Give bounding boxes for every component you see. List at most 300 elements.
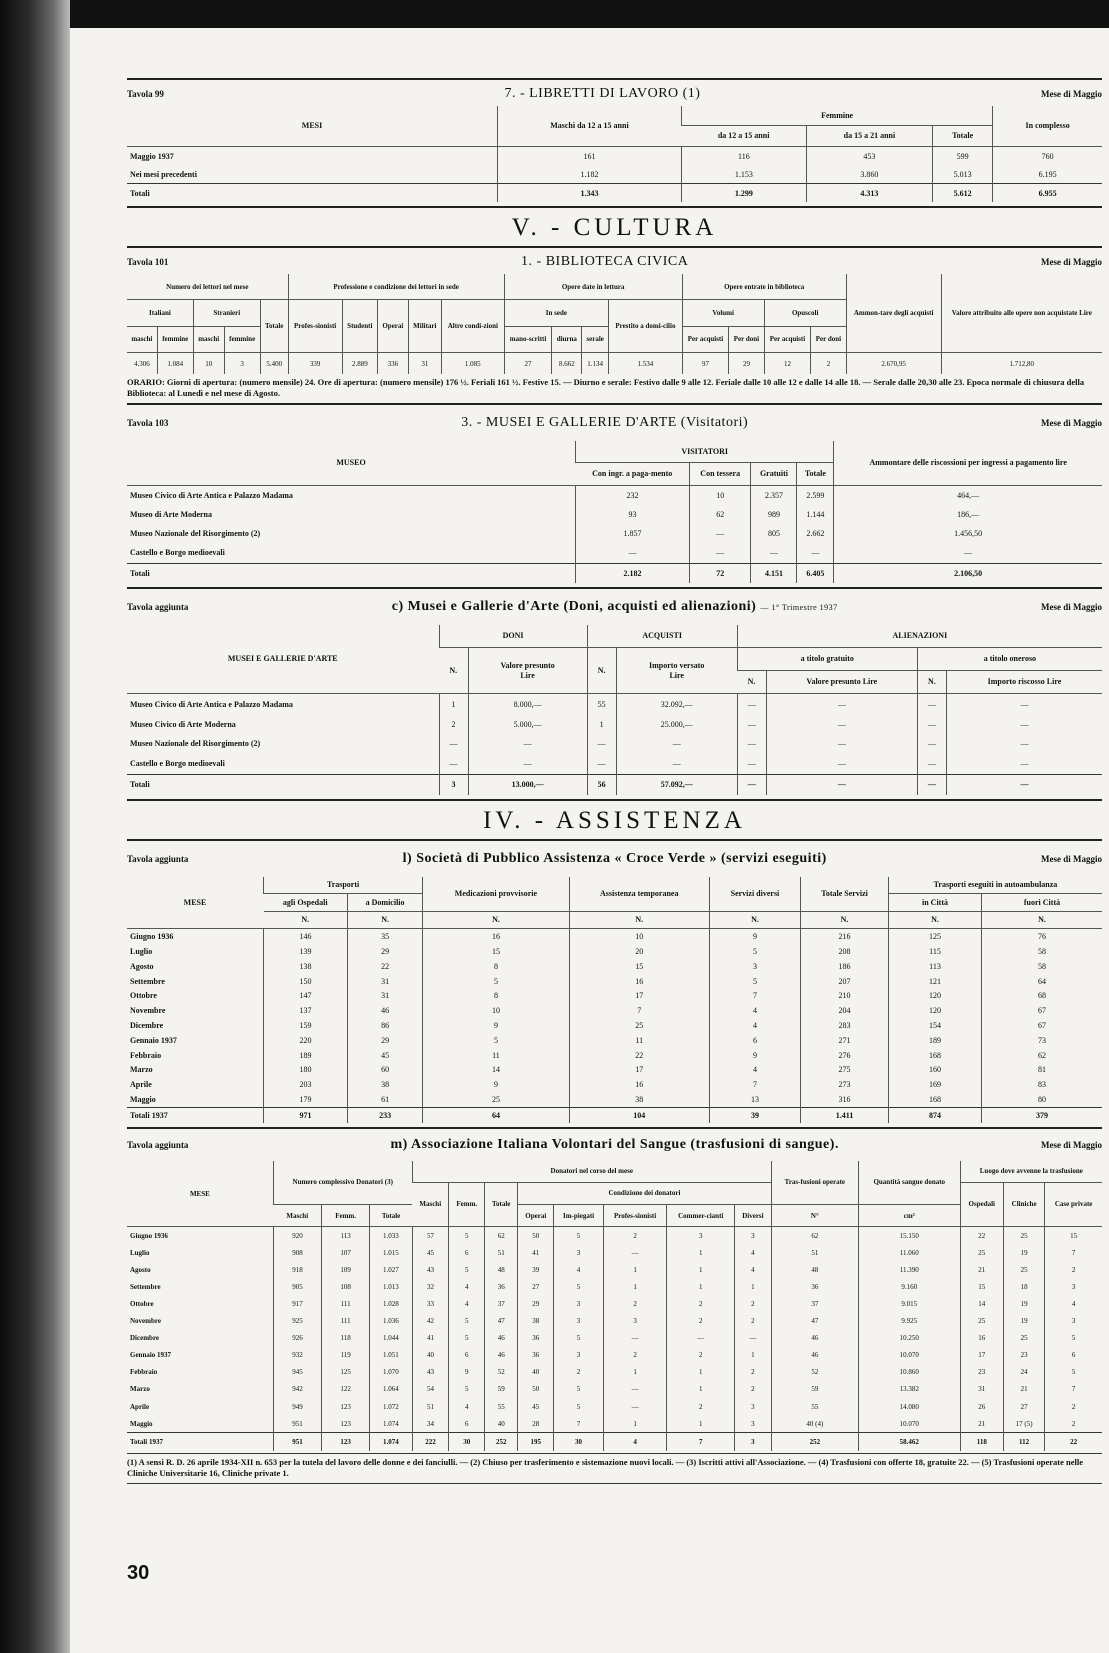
table-cell: 942 <box>273 1381 322 1398</box>
row-label: Maggio 1937 <box>130 151 174 161</box>
table-cell: 25.000,— <box>616 714 737 734</box>
tc-h-importo: Importo versato <box>649 660 705 670</box>
tm-h-quant: Quantità sangue donato <box>858 1161 960 1204</box>
tl-h-n: N. <box>423 911 569 928</box>
table-cell: 7 <box>554 1415 603 1433</box>
t101-h-op-doni: Per doni <box>811 326 846 353</box>
tc-h-oner: a titolo oneroso <box>917 647 1102 670</box>
table-cell: 47 <box>485 1313 518 1330</box>
table-cell: 31 <box>347 974 422 989</box>
table-cell: 48 <box>485 1262 518 1279</box>
table-cell: — <box>603 1398 667 1415</box>
table-cell: 8.662 <box>552 353 582 374</box>
table-cell: 118 <box>960 1433 1003 1451</box>
table-row <box>127 1033 1102 1048</box>
table-cell: 17 <box>569 989 709 1004</box>
tl-h-n: N. <box>801 911 889 928</box>
table-cell: 9 <box>423 1077 569 1092</box>
table-cell: 1.051 <box>369 1347 412 1364</box>
table-cell: 2 <box>1045 1415 1102 1433</box>
table-cell: 3 <box>667 1227 735 1245</box>
table-cell: — <box>737 694 766 715</box>
row-label: Gennaio 1937 <box>130 1035 177 1045</box>
table-cell: 7 <box>1045 1245 1102 1262</box>
tc-h-n4: N. <box>917 671 946 694</box>
table-cell: 7 <box>709 1077 800 1092</box>
table-cell: 146 <box>264 929 348 944</box>
table-cell: 72 <box>689 563 751 583</box>
table-row <box>127 754 1102 775</box>
table-row <box>127 1398 1102 1415</box>
row-label: Dicembre <box>130 1334 160 1343</box>
table-cell: 10.070 <box>858 1415 960 1433</box>
table-cell: 220 <box>264 1033 348 1048</box>
table-cell: 10 <box>193 353 224 374</box>
table-cell: 45 <box>412 1245 449 1262</box>
table-cell: 5 <box>554 1381 603 1398</box>
table-cell: 24 <box>1003 1364 1044 1381</box>
table-cell: 2 <box>554 1364 603 1381</box>
table-cell: 30 <box>449 1433 485 1451</box>
table-row <box>127 1003 1102 1018</box>
table-cell: 1.015 <box>369 1245 412 1262</box>
table-cell: 9 <box>709 1048 800 1063</box>
table-row <box>127 1262 1102 1279</box>
tl-h-trasporti: Trasporti <box>264 877 423 894</box>
table-cell: 949 <box>273 1398 322 1415</box>
table-row <box>127 1296 1102 1313</box>
table-cell: 4 <box>554 1262 603 1279</box>
t101-header <box>127 248 1102 274</box>
table-cell: 15 <box>960 1279 1003 1296</box>
table-cell: — <box>587 734 616 754</box>
table-cell: 379 <box>982 1107 1103 1123</box>
t99-header <box>127 80 1102 106</box>
table-cell: 37 <box>771 1296 858 1313</box>
row-label: Museo Civico di Arte Antica e Palazzo Madama <box>130 490 293 500</box>
t103-header <box>127 405 1102 441</box>
table-cell: 18 <box>1003 1279 1044 1296</box>
table-cell: — <box>603 1330 667 1347</box>
table-cell: 59 <box>771 1381 858 1398</box>
table-cell: 33 <box>412 1296 449 1313</box>
table-cell: 2 <box>667 1296 735 1313</box>
table-cell: 918 <box>273 1262 322 1279</box>
t101-h-profess: Profes-sionisti <box>288 300 342 353</box>
table-cell: 15 <box>423 944 569 959</box>
table-cell: 1 <box>667 1245 735 1262</box>
table-cell: 3 <box>554 1347 603 1364</box>
table-cell: 5 <box>449 1330 485 1347</box>
table-cell: 874 <box>889 1107 982 1123</box>
table-cell: — <box>766 754 917 775</box>
table-cell: 31 <box>408 353 441 374</box>
table-cell: 2.599 <box>797 485 834 505</box>
t101-h-insede: In sede <box>504 300 608 327</box>
table-cell: 32 <box>412 1279 449 1296</box>
table-cell: 109 <box>322 1262 370 1279</box>
table-cell: 4 <box>1045 1296 1102 1313</box>
t99-title: 7. - LIBRETTI DI LAVORO (1) <box>504 86 701 101</box>
table-cell: 1 <box>667 1364 735 1381</box>
table-cell: 119 <box>322 1347 370 1364</box>
row-label: Novembre <box>130 1006 166 1016</box>
table-cell: 4.313 <box>806 184 932 202</box>
table-cell: 2 <box>1045 1262 1102 1279</box>
table-cell: 189 <box>264 1048 348 1063</box>
table-cell: 22 <box>960 1227 1003 1245</box>
table-cell: 120 <box>889 1003 982 1018</box>
table-cell: 2.106,50 <box>834 563 1102 583</box>
table-cell: 1.074 <box>369 1433 412 1451</box>
tm-h-prof: Profes-sionisti <box>603 1204 667 1226</box>
tm-h-operai: Operai <box>518 1204 554 1226</box>
tm-h-case: Case private <box>1045 1182 1102 1226</box>
table-cell: 2 <box>735 1296 772 1313</box>
table-cell: 951 <box>273 1433 322 1451</box>
table-cell: 159 <box>264 1018 348 1033</box>
table-cell: 38 <box>518 1313 554 1330</box>
t99-period: Mese di Maggio <box>1041 89 1102 99</box>
row-label: Maggio <box>130 1419 153 1428</box>
table-row <box>127 1092 1102 1107</box>
table-cell: 16 <box>423 929 569 944</box>
row-label: Febbraio <box>130 1050 162 1060</box>
table-cell: 3 <box>1045 1313 1102 1330</box>
t101-h-militari: Militari <box>408 300 441 353</box>
tl-h-tot: Totale Servizi <box>801 877 889 911</box>
table-cell: 12 <box>764 353 811 374</box>
table-cell: 111 <box>322 1313 370 1330</box>
table-cell: 51 <box>412 1398 449 1415</box>
table-cell: 925 <box>273 1313 322 1330</box>
table-cell: 32.092,— <box>616 694 737 715</box>
table-cell: 2 <box>1045 1398 1102 1415</box>
table-cell: 10 <box>423 1003 569 1018</box>
row-label: Museo di Arte Moderna <box>130 510 212 520</box>
table-cell: 3 <box>603 1313 667 1330</box>
rule <box>127 206 1102 208</box>
table-cell: 926 <box>273 1330 322 1347</box>
table-row <box>127 974 1102 989</box>
table-cell: 168 <box>889 1092 982 1107</box>
row-label: Agosto <box>130 961 154 971</box>
table-cell: — <box>946 774 1102 795</box>
tl-h-n: N. <box>264 911 348 928</box>
tm-h-clin: Cliniche <box>1003 1182 1044 1226</box>
t103-period: Mese di Maggio <box>1041 418 1102 428</box>
table-cell: 4 <box>603 1433 667 1451</box>
t103-h-visitatori: VISITATORI <box>576 441 834 463</box>
table-cell: — <box>603 1381 667 1398</box>
tm-h-numero: Numero complessivo Donatori (3) <box>273 1161 412 1204</box>
table-cell: — <box>917 714 946 734</box>
row-label: Marzo <box>130 1385 150 1394</box>
table-cell: 123 <box>322 1398 370 1415</box>
table-cell: 1.028 <box>369 1296 412 1313</box>
table-cell: 29 <box>347 1033 422 1048</box>
t99-h-maschi: Maschi da 12 a 15 anni <box>498 106 682 147</box>
table-cell: 40 <box>518 1364 554 1381</box>
table-cell: 125 <box>322 1364 370 1381</box>
row-label: Museo Nazionale del Risorgimento (2) <box>130 739 261 749</box>
row-label: Luglio <box>130 947 153 957</box>
rule <box>127 1483 1102 1484</box>
table-cell: 41 <box>412 1330 449 1347</box>
table-row <box>127 147 1102 165</box>
total-row <box>127 774 1102 795</box>
table-cell: 27 <box>1003 1398 1044 1415</box>
table-cell: 1 <box>735 1347 772 1364</box>
table-cell: 20 <box>569 944 709 959</box>
table-cell: — <box>576 543 690 563</box>
row-label: Maggio <box>130 1094 156 1104</box>
table-cell: 62 <box>485 1227 518 1245</box>
t101-h-valore: Valore attribuito alle opere non acquistate Lire <box>941 274 1102 353</box>
table-cell: 920 <box>273 1227 322 1245</box>
table-cell: 36 <box>518 1347 554 1364</box>
table-cell: 905 <box>273 1279 322 1296</box>
t99-h-f2: da 15 a 21 anni <box>806 126 932 147</box>
table-row <box>127 353 1102 374</box>
table-cell: 27 <box>504 353 552 374</box>
table-cell: 25 <box>960 1245 1003 1262</box>
table-cell: 113 <box>889 959 982 974</box>
table-cell: 38 <box>569 1092 709 1107</box>
table-row <box>127 165 1102 183</box>
tm-h-totale2: Totale <box>485 1182 518 1226</box>
table-cell: 1 <box>667 1381 735 1398</box>
table-cell: 1.153 <box>681 165 806 183</box>
table-cell: 7 <box>569 1003 709 1018</box>
tc-h-n3: N. <box>737 671 766 694</box>
table-cell: 9 <box>423 1018 569 1033</box>
table-cell: 4 <box>735 1245 772 1262</box>
t103-h-tess: Con tessera <box>689 463 751 486</box>
table-cell: 57 <box>412 1227 449 1245</box>
rule <box>127 799 1102 801</box>
table-row <box>127 944 1102 959</box>
tm-h-donatori: Donatori nel corso del mese <box>412 1161 771 1182</box>
table-cell: 62 <box>689 505 751 524</box>
table-cell: 1.033 <box>369 1227 412 1245</box>
table-row <box>127 1048 1102 1063</box>
tc-subtitle: — 1° Trimestre 1937 <box>760 603 838 612</box>
tl-h-n: N. <box>982 911 1103 928</box>
table-cell: 108 <box>322 1279 370 1296</box>
tl-h-n: N. <box>569 911 709 928</box>
table-cell: 2.182 <box>576 563 690 583</box>
tm-h-maschi: Maschi <box>273 1204 322 1226</box>
t101-h-prof: Professione e condizione dei lettori in sede <box>288 274 504 300</box>
table-cell: 25 <box>1003 1227 1044 1245</box>
table-cell: 52 <box>771 1364 858 1381</box>
tm-h-luogo: Luogo dove avvenne la trasfusione <box>960 1161 1102 1182</box>
table-cell: 2 <box>735 1364 772 1381</box>
t101-h-it-m: maschi <box>127 326 157 353</box>
table-cell: 2 <box>811 353 846 374</box>
book-spine-shadow <box>0 0 70 1653</box>
table-cell: 26 <box>960 1398 1003 1415</box>
scan-top-border <box>0 0 1109 30</box>
tm-table <box>127 1161 1102 1451</box>
table-cell: — <box>737 714 766 734</box>
table-cell: 5 <box>1045 1364 1102 1381</box>
table-cell: 1 <box>603 1279 667 1296</box>
table-cell: — <box>737 754 766 775</box>
table-cell: 1.857 <box>576 524 690 543</box>
table-row <box>127 1077 1102 1092</box>
table-cell: 14 <box>960 1296 1003 1313</box>
table-cell: 252 <box>485 1433 518 1451</box>
table-cell: 273 <box>801 1077 889 1092</box>
table-cell: — <box>439 754 468 775</box>
table-cell: 3 <box>554 1245 603 1262</box>
table-cell: 56 <box>587 774 616 795</box>
table-row <box>127 1062 1102 1077</box>
table-cell: 120 <box>889 989 982 1004</box>
table-cell: 195 <box>518 1433 554 1451</box>
table-cell: 111 <box>322 1296 370 1313</box>
table-row <box>127 694 1102 715</box>
table-cell: 11.060 <box>858 1245 960 1262</box>
table-cell: 1.456,50 <box>834 524 1102 543</box>
table-cell: 45 <box>347 1048 422 1063</box>
table-cell: 6 <box>449 1415 485 1433</box>
table-cell: 29 <box>518 1296 554 1313</box>
table-cell: 932 <box>273 1347 322 1364</box>
table-cell: 15.150 <box>858 1227 960 1245</box>
table-cell: — <box>587 754 616 775</box>
tm-h-comm: Commer-cianti <box>667 1204 735 1226</box>
assistenza-title: IV. - ASSISTENZA <box>483 807 746 834</box>
row-label: Museo Civico di Arte Antica e Palazzo Madama <box>130 699 293 709</box>
rule <box>127 1453 1102 1454</box>
tl-h-auto: Trasporti eseguiti in autoambulanza <box>889 877 1103 894</box>
table-row <box>127 714 1102 734</box>
table-cell: 204 <box>801 1003 889 1018</box>
table-cell: 5 <box>423 974 569 989</box>
t101-h-totale: Totale <box>260 300 288 353</box>
table-cell: — <box>667 1330 735 1347</box>
t101-table <box>127 274 1102 374</box>
table-cell: 3 <box>735 1227 772 1245</box>
table-cell: 5.400 <box>260 353 288 374</box>
table-row <box>127 1330 1102 1347</box>
tl-h-n: N. <box>347 911 422 928</box>
table-cell: 15 <box>1045 1227 1102 1245</box>
table-cell: 13.000,— <box>468 774 587 795</box>
table-cell: 46 <box>771 1347 858 1364</box>
table-cell: 2.357 <box>751 485 797 505</box>
table-cell: 10.250 <box>858 1330 960 1347</box>
table-cell: — <box>946 734 1102 754</box>
table-cell: 3 <box>439 774 468 795</box>
table-cell: — <box>689 524 751 543</box>
table-cell: 8.000,— <box>468 694 587 715</box>
table-cell: 61 <box>347 1092 422 1107</box>
table-cell: 48 <box>771 1262 858 1279</box>
table-cell: 19 <box>1003 1245 1044 1262</box>
tc-h-n1: N. <box>439 647 468 694</box>
table-cell: 1.712,80 <box>941 353 1102 374</box>
table-cell: 945 <box>273 1364 322 1381</box>
table-cell: 1.027 <box>369 1262 412 1279</box>
row-label: Novembre <box>130 1317 161 1326</box>
table-cell: 104 <box>569 1107 709 1123</box>
table-cell: 5 <box>554 1227 603 1245</box>
table-cell: 19 <box>1003 1313 1044 1330</box>
table-cell: 5 <box>554 1279 603 1296</box>
table-cell: 6 <box>1045 1347 1102 1364</box>
table-cell: 6.405 <box>797 563 834 583</box>
table-cell: 73 <box>982 1033 1103 1048</box>
table-cell: 275 <box>801 1062 889 1077</box>
table-cell: 951 <box>273 1415 322 1433</box>
table-cell: — <box>616 754 737 775</box>
table-cell: 64 <box>423 1107 569 1123</box>
tc-title: c) Musei e Gallerie d'Arte (Doni, acquisti ed alienazioni) <box>391 599 757 614</box>
t99-h-compl: In complesso <box>993 106 1102 147</box>
table-cell: 3.860 <box>806 165 932 183</box>
table-cell: 25 <box>960 1313 1003 1330</box>
table-cell: 58 <box>982 944 1103 959</box>
table-cell: 336 <box>378 353 409 374</box>
table-cell: 8 <box>423 959 569 974</box>
t101-h-vol-doni: Per doni <box>729 326 764 353</box>
table-cell: 1 <box>603 1415 667 1433</box>
table-cell: 62 <box>982 1048 1103 1063</box>
table-cell: 51 <box>771 1245 858 1262</box>
table-cell: 3 <box>224 353 260 374</box>
table-cell: 5 <box>709 974 800 989</box>
tl-h-fuori: fuori Città <box>982 894 1103 911</box>
row-label: Totali <box>127 184 498 202</box>
table-cell: 125 <box>889 929 982 944</box>
row-label: Castello e Borgo medioevali <box>130 759 225 769</box>
table-cell: 1.044 <box>369 1330 412 1347</box>
table-cell: 46 <box>485 1347 518 1364</box>
tm-h-femm2: Femm. <box>449 1182 485 1226</box>
table-cell: 37 <box>485 1296 518 1313</box>
table-cell: 16 <box>569 1077 709 1092</box>
table-cell: 17 <box>960 1347 1003 1364</box>
tm-h-cm: cm³ <box>858 1204 960 1226</box>
table-cell: 5.000,— <box>468 714 587 734</box>
table-cell: 25 <box>423 1092 569 1107</box>
t101-h-st-m: maschi <box>193 326 224 353</box>
row-label: Ottobre <box>130 1300 154 1309</box>
table-cell: 67 <box>982 1018 1103 1033</box>
t101-h-it-f: femmine <box>157 326 193 353</box>
table-cell: 16 <box>569 974 709 989</box>
table-cell: 2.670,95 <box>846 353 941 374</box>
table-cell: 186 <box>801 959 889 974</box>
table-row <box>127 524 1102 543</box>
table-cell: 39 <box>518 1262 554 1279</box>
tm-header <box>127 1129 1102 1161</box>
table-cell: 10 <box>569 929 709 944</box>
tm-note: (1) A sensi R. D. 26 aprile 1934-XII n. 653 per la tutela del lavoro delle donne e dei fanciulli. — (2) Chiuso per trasferimento e sistemazione nuovi locali. — (3) Iscritti attivi all'Associazione. — (4) Trasfusioni con offerte 18, gratuite 22. — (5) Trasfusioni operate nelle Cliniche Universitarie 16, Cliniche private 1. <box>127 1457 1084 1478</box>
table-cell: 36 <box>771 1279 858 1296</box>
table-cell: — <box>616 734 737 754</box>
table-cell: 154 <box>889 1018 982 1033</box>
table-cell: 271 <box>801 1033 889 1048</box>
t101-h-stranieri: Stranieri <box>193 300 260 327</box>
t99-h-f1: da 12 a 15 anni <box>681 126 806 147</box>
table-cell: 599 <box>932 147 992 165</box>
table-cell: 123 <box>322 1415 370 1433</box>
